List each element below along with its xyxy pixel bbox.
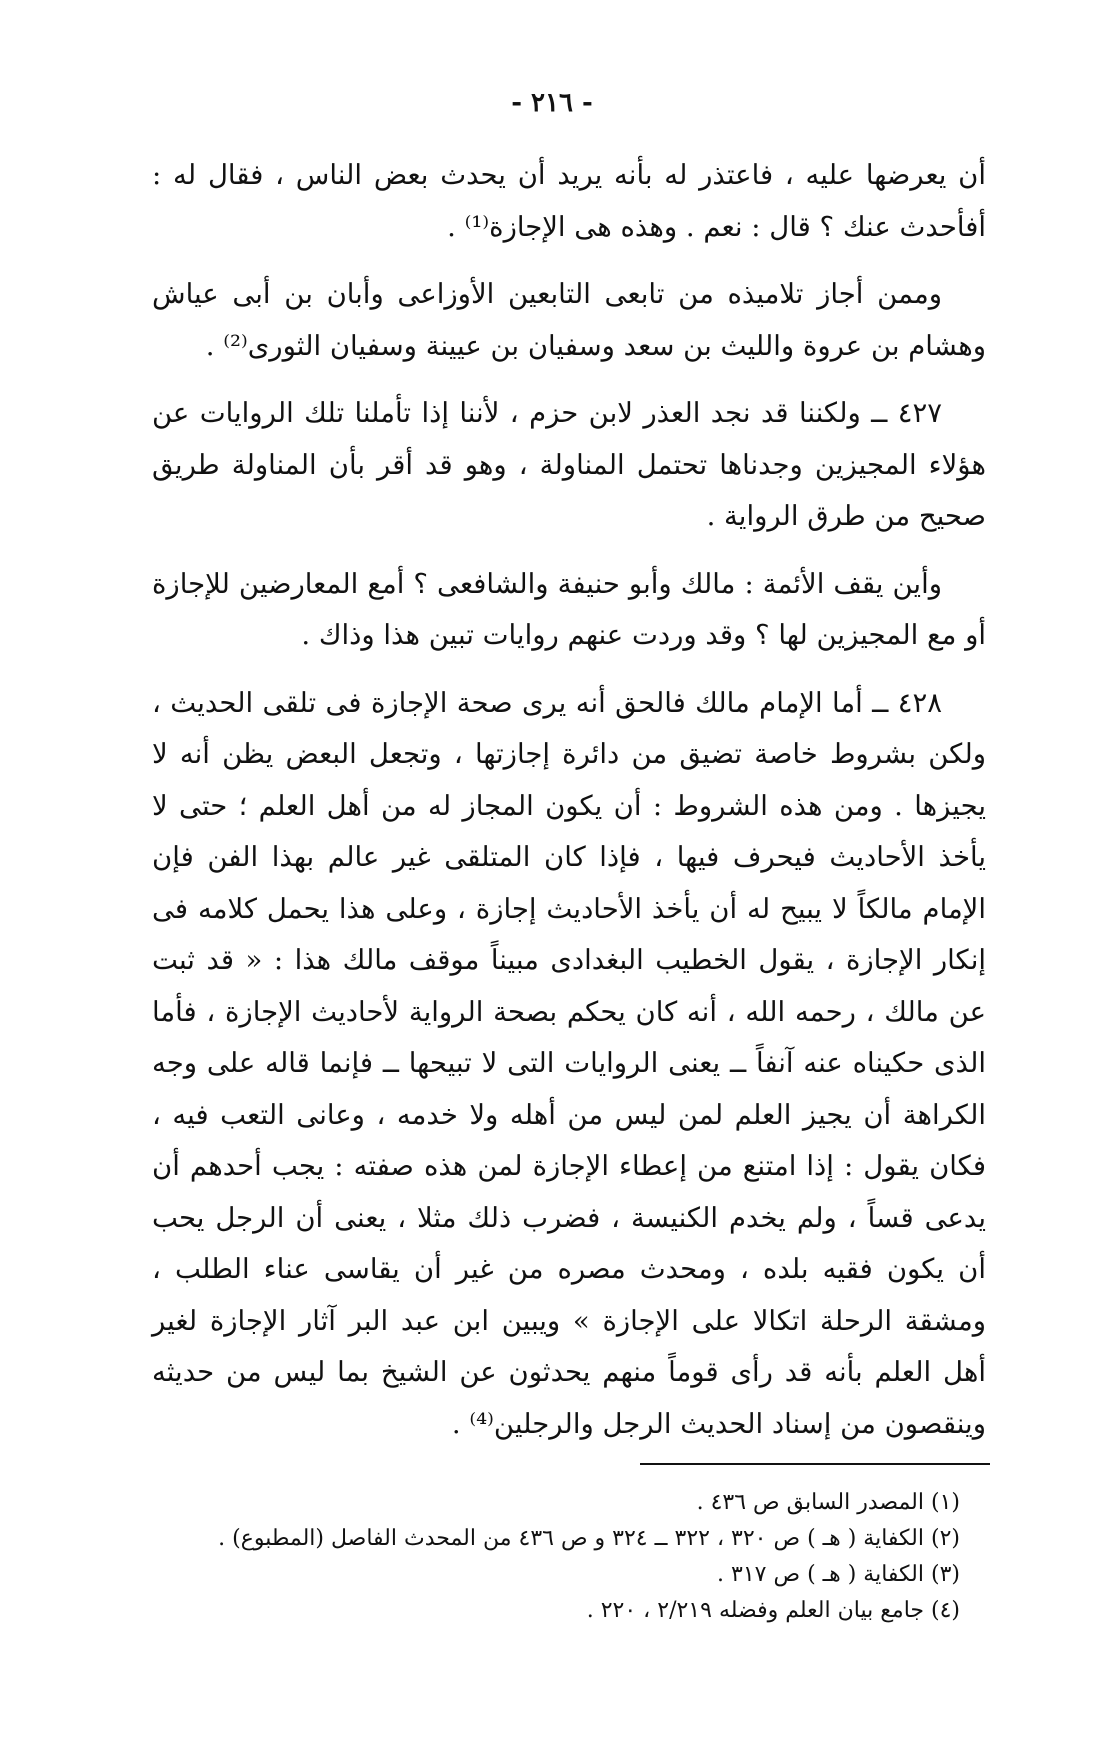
footnote-2: (٢) الكفاية ( هـ ) ص ٣٢٠ ، ٣٢٢ ــ ٣٢٤ و ص ٤٣٦ من المحدث الفاصل (المطبوع) . <box>218 1526 960 1551</box>
footnote-3: (٣) الكفاية ( هـ ) ص ٣١٧ . <box>717 1562 960 1587</box>
footnote-4: (٤) جامع بيان العلم وفضله ٢/٢١٩ ، ٢٢٠ . <box>586 1598 960 1623</box>
main-text <box>152 150 986 1466</box>
page-number: - ٢١٦ - <box>511 88 593 118</box>
paragraph-1: أن يعرضها عليه ، فاعتذر له بأنه يريد أن يحدث بعض الناس ، فقال له : أفأحدث عنك ؟ قال : نعم . وهذه هى الإجازة⁽¹⁾ . <box>152 159 986 243</box>
footnote-divider <box>640 1463 990 1465</box>
paragraph-2: وممن أجاز تلاميذه من تابعى التابعين الأوزاعى وأبان بن أبى عياش وهشام بن عروة والليث بن سعد وسفيان بن عيينة وسفيان الثورى⁽²⁾ . <box>152 278 986 362</box>
footnote-1: (١) المصدر السابق ص ٤٣٦ . <box>696 1490 960 1515</box>
paragraph-428: ٤٢٨ ــ أما الإمام مالك فالحق أنه يرى صحة الإجازة فى تلقى الحديث ، ولكن بشروط خاصة تضيق من دائرة إجازتها ، وتجعل البعض يظن أنه لا يجيزها . ومن هذه الشروط : أن يكون المجاز له من أهل العلم ؛ حتى لا يأخذ الأحاديث فيحرف فيها ، فإذا كان المتلقى غير عالم بهذا الفن فإن الإمام مالكاً لا يبيح له أن يأخذ الأحاديث إجازة ، وعلى هذا يحمل كلامه فى إنكار الإجازة ، يقول الخطيب البغدادى مبيناً موقف مالك هذا : « قد ثبت عن مالك ، رحمه الله ، أنه كان يحكم بصحة الرواية لأحاديث الإجازة ، فأما الذى حكيناه عنه آنفاً ــ يعنى الروايات التى لا تبيحها ــ فإنما قاله على وجه الكراهة أن يجيز العلم لمن ليس من أهله ولا خدمه ، وعانى التعب فيه ، فكان يقول : إذا امتنع من إعطاء الإجازة لمن هذه صفته : يجب أحدهم أن يدعى قساً ، ولم يخدم الكنيسة ، فضرب ذلك مثلا ، يعنى أن الرجل يحب أن يكون فقيه بلده ، ومحدث مصره من غير أن يقاسى عناء الطلب ، ومشقة الرحلة اتكالا على الإجازة » ويبين ابن عبد البر آثار الإجازة لغير أهل العلم بأنه قد رأى قوماً منهم يحدثون عن الشيخ بما ليس من حديثه وينقصون من إسناد الحديث الرجل والرجلين⁽⁴⁾ . <box>152 686 986 1440</box>
paragraph-4: وأين يقف الأئمة : مالك وأبو حنيفة والشافعى ؟ أمع المعارضين للإجازة أو مع المجيزين لها ؟ وقد وردت عنهم روايات تبين هذا وذاك . <box>152 567 986 651</box>
paragraph-427: ٤٢٧ ــ ولكننا قد نجد العذر لابن حزم ، لأننا إذا تأملنا تلك الروايات عن هؤلاء المجيزين وجدناها تحتمل المناولة ، وهو قد أقر بأن المناولة طريق صحيح من طرق الرواية . <box>152 397 986 532</box>
footnotes <box>200 1485 960 1629</box>
